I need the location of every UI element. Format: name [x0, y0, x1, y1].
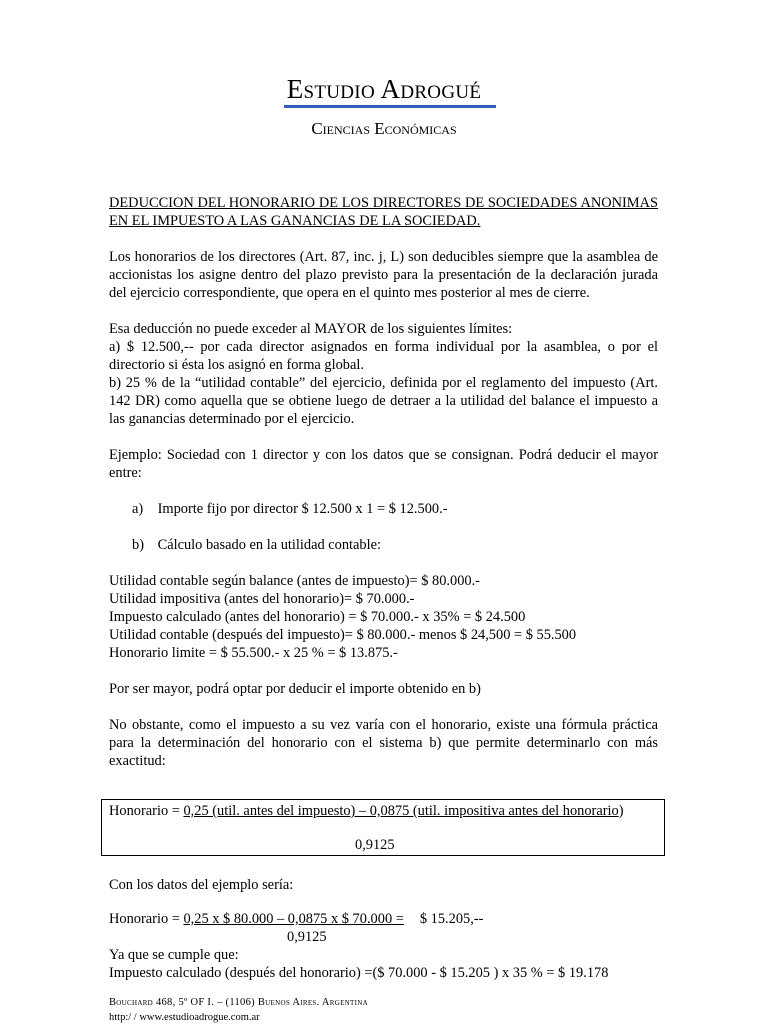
calc-line: Honorario limite = $ 55.500.- x 25 % = $ 13.875.-	[109, 645, 398, 661]
paragraph-ejemplo-datos: Con los datos del ejemplo sería:	[109, 877, 294, 893]
formula-text	[109, 802, 658, 820]
paragraph-limite-a: a) $ 12.500,-- por cada director asignados en forma individual por la asamblea, o por el directorio si ésta los asignó en forma global.	[109, 339, 658, 373]
title-underline-rule	[284, 105, 496, 108]
paragraph-formula-intro: No obstante, como el impuesto a su vez varía con el honorario, existe una fórmula práctica para la determinación del honorario con el sistema b) que permite determinarlo con más exactitud:	[109, 717, 658, 769]
formula-numerator: 0,25 (util. antes del impuesto) – 0,0875 (util. impositiva antes del honorario	[183, 803, 619, 819]
example-numerator: 0,25 x $ 80.000 – 0,0875 x $ 70.000 =	[183, 911, 404, 927]
paragraph-impuesto-final: Impuesto calculado (después del honorario) =($ 70.000 - $ 15.205 ) x 35 % = $ 19.178	[109, 965, 609, 981]
formula-close-paren: )	[618, 803, 624, 819]
paragraph-conclusion: Por ser mayor, podrá optar por deducir el importe obtenido en b)	[109, 681, 481, 697]
list-item-option-b	[109, 536, 658, 554]
calc-line: Utilidad contable (después del impuesto)= $ 80.000.- menos $ 24,500 = $ 55.500	[109, 627, 577, 643]
page-subtitle: Ciencias Económicas	[311, 119, 457, 138]
option-b-text: Cálculo basado en la utilidad contable:	[157, 537, 381, 553]
calc-line: Utilidad impositiva (antes del honorario)= $ 70.000.-	[109, 591, 415, 607]
paragraph-limites-intro: Esa deducción no puede exceder al MAYOR de los siguientes límites:	[109, 321, 513, 337]
example-denominator: 0,9125	[287, 929, 327, 945]
paragraph-ejemplo: Ejemplo: Sociedad con 1 director y con los datos que se consignan. Podrá deducir el mayor entre:	[109, 447, 658, 481]
paragraph-limite-b: b) 25 % de la “utilidad contable” del ejercicio, definida por el reglamento del impuesto (Art. 142 DR) como aquella que se obtiene luego de detraer a la utilidad del balance el impuesto a las ganancias determinado por el ejercicio.	[109, 375, 658, 427]
calc-line: Utilidad contable según balance (antes de impuesto)= $ 80.000.-	[109, 573, 480, 589]
footer-url: http:/ / www.estudioadrogue.com.ar	[109, 1012, 260, 1023]
calc-line: Impuesto calculado (antes del honorario) = $ 70.000.- x 35% = $ 24.500	[109, 609, 526, 625]
example-formula	[109, 911, 483, 928]
list-item-option-a	[109, 500, 658, 518]
page-footer	[109, 995, 368, 1025]
formula-lhs: Honorario =	[109, 803, 184, 819]
option-b-marker: b)	[132, 537, 144, 553]
section-heading: DEDUCCION DEL HONORARIO DE LOS DIRECTORES DE SOCIEDADES ANONIMAS EN EL IMPUESTO A LAS GANANCIAS DE LA SOCIEDAD.	[109, 195, 658, 229]
paragraph-ya-que: Ya que se cumple que:	[109, 947, 239, 963]
paragraph-honorarios: Los honorarios de los directores (Art. 87, inc. j, L) son deducibles siempre que la asamblea de accionistas los asigne dentro del plazo previsto para la presentación de la declaración jurada del ejercicio correspondiente, que opera en el quinto mes posterior al mes de cierre.	[109, 249, 658, 301]
option-a-text: Importe fijo por director $ 12.500 x 1 = $ 12.500.-	[157, 501, 448, 517]
footer-address: Bouchard 468, 5º OF I. – (1106) Buenos Aires. Argentina	[109, 997, 368, 1008]
page-title: Estudio Adrogué	[286, 74, 482, 104]
formula-denominator: 0,9125	[355, 837, 395, 853]
option-a-marker: a)	[132, 501, 144, 517]
document-body	[109, 194, 658, 770]
example-result: $ 15.205,--	[419, 911, 484, 927]
example-lhs: Honorario =	[109, 911, 184, 927]
